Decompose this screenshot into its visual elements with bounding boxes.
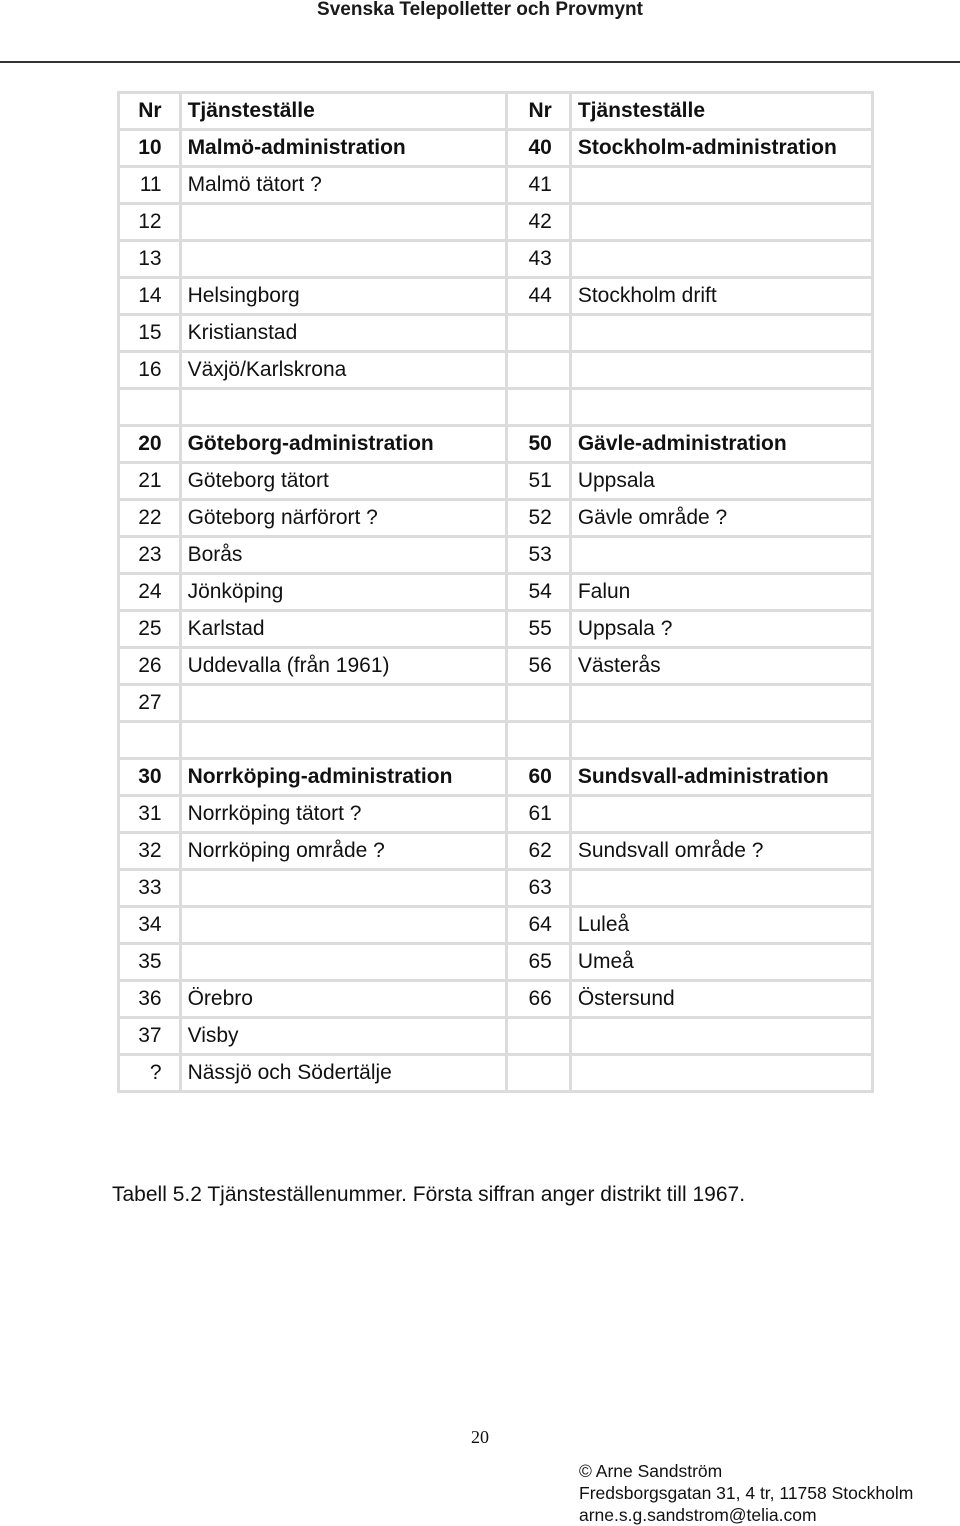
cell-station-right: Uppsala [570, 463, 872, 500]
cell-nr-right: 50 [507, 426, 571, 463]
cell-nr-right: 41 [507, 167, 571, 204]
cell-station-left [180, 870, 507, 907]
table-row [119, 722, 873, 759]
cell-nr-right: 56 [507, 648, 571, 685]
cell-station-left [180, 685, 507, 722]
cell-nr-left: ? [119, 1055, 181, 1092]
cell-station-left: Jönköping [180, 574, 507, 611]
footer-address: Fredsborgsgatan 31, 4 tr, 11758 Stockholm [579, 1483, 914, 1503]
cell-station-right [570, 204, 872, 241]
cell-station-left: Göteborg-administration [180, 426, 507, 463]
table-row [119, 426, 873, 463]
table-row [119, 944, 873, 981]
cell-nr-left: 20 [119, 426, 181, 463]
table-row [119, 463, 873, 500]
cell-nr-left: 13 [119, 241, 181, 278]
cell-nr-right: 63 [507, 870, 571, 907]
table-row [119, 1055, 873, 1092]
cell-station-left: Malmö tätort ? [180, 167, 507, 204]
cell-station-left: Örebro [180, 981, 507, 1018]
cell-station-right: Sundsvall-administration [570, 759, 872, 796]
cell-nr-right: 62 [507, 833, 571, 870]
table-row [119, 907, 873, 944]
cell-station-right: Falun [570, 574, 872, 611]
table-row [119, 389, 873, 426]
cell-nr-left: 35 [119, 944, 181, 981]
header-divider [0, 61, 960, 63]
cell-nr-left: 36 [119, 981, 181, 1018]
table-row [119, 759, 873, 796]
cell-nr-left [119, 389, 181, 426]
table-row [119, 167, 873, 204]
cell-station-left: Göteborg tätort [180, 463, 507, 500]
cell-station-right [570, 870, 872, 907]
cell-nr-left: 31 [119, 796, 181, 833]
cell-station-left: Norrköping område ? [180, 833, 507, 870]
cell-nr-left: 14 [119, 278, 181, 315]
cell-nr-left: 10 [119, 130, 181, 167]
cell-station-right [570, 685, 872, 722]
table-row [119, 870, 873, 907]
footer-email: arne.s.g.sandstrom@telia.com [579, 1505, 817, 1525]
cell-station-left: Visby [180, 1018, 507, 1055]
cell-station-right [570, 389, 872, 426]
cell-nr-left: 24 [119, 574, 181, 611]
cell-station-right [570, 796, 872, 833]
table-header-row [119, 93, 873, 130]
cell-nr-left [119, 722, 181, 759]
cell-nr-right [507, 389, 571, 426]
cell-nr-right: 65 [507, 944, 571, 981]
cell-nr-right: 51 [507, 463, 571, 500]
cell-station-left: Kristianstad [180, 315, 507, 352]
cell-station-right: Stockholm drift [570, 278, 872, 315]
cell-nr-right: 54 [507, 574, 571, 611]
cell-station-left: Karlstad [180, 611, 507, 648]
table-row [119, 685, 873, 722]
cell-station-left [180, 944, 507, 981]
cell-station-left [180, 204, 507, 241]
cell-station-right [570, 1055, 872, 1092]
cell-nr-right: 44 [507, 278, 571, 315]
table-row [119, 1018, 873, 1055]
cell-nr-right: 55 [507, 611, 571, 648]
cell-nr-left: 23 [119, 537, 181, 574]
cell-nr-left: 33 [119, 870, 181, 907]
cell-nr-left: 12 [119, 204, 181, 241]
cell-nr-left: 30 [119, 759, 181, 796]
cell-nr-left: 26 [119, 648, 181, 685]
cell-station-left: Norrköping tätort ? [180, 796, 507, 833]
cell-station-right [570, 352, 872, 389]
table-row [119, 130, 873, 167]
cell-nr-right [507, 1055, 571, 1092]
cell-station-left [180, 389, 507, 426]
table-row [119, 981, 873, 1018]
column-header-station-right: Tjänsteställe [570, 93, 872, 130]
page-header-title: Svenska Telepolletter och Provmynt [317, 0, 643, 20]
cell-station-left: Norrköping-administration [180, 759, 507, 796]
cell-station-right: Umeå [570, 944, 872, 981]
cell-station-right: Stockholm-administration [570, 130, 872, 167]
cell-nr-left: 25 [119, 611, 181, 648]
cell-station-left: Göteborg närförort ? [180, 500, 507, 537]
cell-nr-left: 15 [119, 315, 181, 352]
table-body [119, 93, 873, 1092]
table-row [119, 574, 873, 611]
table-row [119, 315, 873, 352]
cell-station-right: Gävle område ? [570, 500, 872, 537]
cell-station-left: Borås [180, 537, 507, 574]
cell-station-left: Växjö/Karlskrona [180, 352, 507, 389]
cell-nr-right: 43 [507, 241, 571, 278]
table-row [119, 500, 873, 537]
cell-station-right: Sundsvall område ? [570, 833, 872, 870]
table-row [119, 833, 873, 870]
cell-nr-right [507, 352, 571, 389]
column-header-station-left: Tjänsteställe [180, 93, 507, 130]
cell-nr-left: 37 [119, 1018, 181, 1055]
cell-nr-left: 21 [119, 463, 181, 500]
cell-nr-right: 42 [507, 204, 571, 241]
cell-station-left: Helsingborg [180, 278, 507, 315]
table-row [119, 352, 873, 389]
cell-nr-right: 64 [507, 907, 571, 944]
cell-nr-right: 52 [507, 500, 571, 537]
cell-station-right: Västerås [570, 648, 872, 685]
cell-station-right: Uppsala ? [570, 611, 872, 648]
cell-station-left [180, 907, 507, 944]
cell-nr-right [507, 722, 571, 759]
service-station-table [117, 91, 874, 1093]
table-row [119, 611, 873, 648]
table-row [119, 537, 873, 574]
cell-nr-right: 61 [507, 796, 571, 833]
cell-nr-left: 16 [119, 352, 181, 389]
footer-copyright: © Arne Sandström [579, 1461, 723, 1481]
table-row [119, 796, 873, 833]
footer-contact [579, 1460, 913, 1526]
cell-station-right: Gävle-administration [570, 426, 872, 463]
cell-station-left: Uddevalla (från 1961) [180, 648, 507, 685]
column-header-nr-right: Nr [507, 93, 571, 130]
cell-station-left: Malmö-administration [180, 130, 507, 167]
cell-nr-right: 40 [507, 130, 571, 167]
cell-station-right: Luleå [570, 907, 872, 944]
cell-station-right [570, 537, 872, 574]
table-row [119, 204, 873, 241]
cell-nr-left: 32 [119, 833, 181, 870]
table-row [119, 648, 873, 685]
page-number: 20 [471, 1427, 489, 1447]
cell-nr-right: 66 [507, 981, 571, 1018]
cell-nr-right [507, 1018, 571, 1055]
cell-nr-left: 11 [119, 167, 181, 204]
cell-station-right [570, 241, 872, 278]
cell-station-right [570, 1018, 872, 1055]
column-header-nr-left: Nr [119, 93, 181, 130]
cell-nr-left: 34 [119, 907, 181, 944]
table-caption: Tabell 5.2 Tjänsteställenummer. Första siffran anger distrikt till 1967. [112, 1183, 746, 1206]
cell-nr-right: 60 [507, 759, 571, 796]
cell-station-left [180, 241, 507, 278]
cell-station-right: Östersund [570, 981, 872, 1018]
cell-nr-right [507, 685, 571, 722]
cell-station-right [570, 315, 872, 352]
cell-nr-left: 27 [119, 685, 181, 722]
cell-station-right [570, 167, 872, 204]
cell-nr-right: 53 [507, 537, 571, 574]
cell-station-right [570, 722, 872, 759]
cell-station-left: Nässjö och Södertälje [180, 1055, 507, 1092]
cell-nr-left: 22 [119, 500, 181, 537]
cell-nr-right [507, 315, 571, 352]
cell-station-left [180, 722, 507, 759]
table-row [119, 278, 873, 315]
table-row [119, 241, 873, 278]
